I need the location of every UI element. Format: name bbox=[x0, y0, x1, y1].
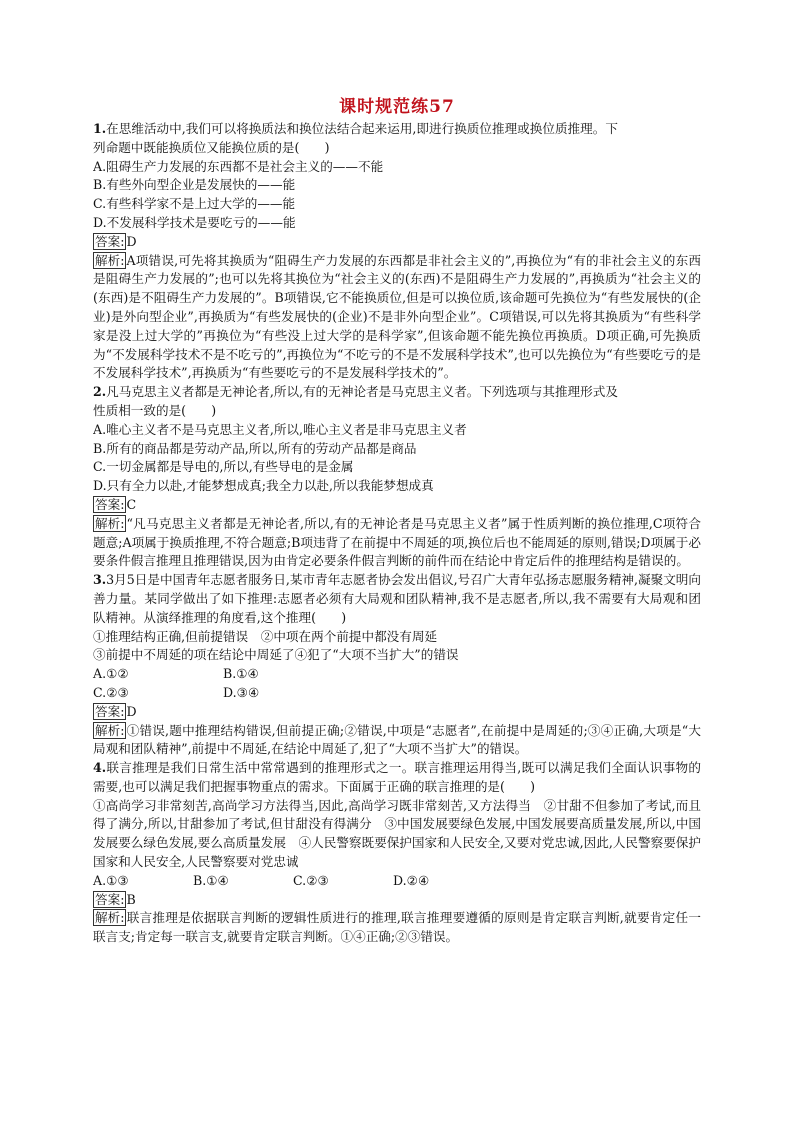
analysis-label: 解析: bbox=[95, 722, 125, 738]
question-stem: 3月5日是中国青年志愿者服务日,某市青年志愿者协会发出倡议,号召广大青年弘扬志愿服务精神,凝聚文明向善力量。某同学做出了如下推理:志愿者必须有大局观和团队精神,我不是志愿者,所以,我不需要有大局观和团队精神。从演绎推理的角度看,这个推理( ) bbox=[93, 572, 701, 625]
question-1 bbox=[93, 120, 701, 383]
option-d: D.只有全力以赴,才能梦想成真;我全力以赴,所以我能梦想成真 bbox=[93, 478, 434, 494]
answer-label: 答案: bbox=[95, 891, 125, 907]
option-b: B.①④ bbox=[223, 666, 259, 682]
question-number: 4. bbox=[93, 760, 107, 776]
question-number: 3. bbox=[93, 572, 107, 588]
statement-items: ①高尚学习非常刻苦,高尚学习方法得当,因此,高尚学习既非常刻苦,又方法得当 ②甘甜不但参加了考试,而且得了满分,所以,甘甜参加了考试,但甘甜没有得满分 ③中国发展要绿色发展,中国发展要高质量发展,所以,中国发展要么绿色发展,要么高质量发展 ④人民警察既要保护国家和人民安全,又要对党忠诚,因此,人民警察要保护国家和人民安全,人民警察要对党忠诚 bbox=[93, 797, 701, 870]
analysis-label: 解析: bbox=[95, 515, 125, 531]
option-d: D.不发展科学技术是要吃亏的——能 bbox=[93, 214, 296, 230]
answer-value: D bbox=[126, 703, 137, 719]
page-title: 课时规范练57 bbox=[339, 97, 455, 117]
analysis-label: 解析: bbox=[95, 252, 125, 268]
answer-value: C bbox=[126, 496, 137, 512]
option-d: D.③④ bbox=[223, 684, 260, 700]
question-stem: 凡马克思主义者都是无神论者,所以,有的无神论者是马克思主义者。下列选项与其推理形式及 bbox=[106, 384, 618, 400]
answer-label: 答案: bbox=[95, 233, 125, 249]
answer-value: D bbox=[126, 233, 137, 249]
analysis-text: ①错误,题中推理结构错误,但前提正确;②错误,中项是“志愿者”,在前提中是周延的;③④正确,大项是“大局观和团队精神”,前提中不周延,在结论中周延了,犯了“大项不当扩大”的错误。 bbox=[93, 722, 701, 757]
question-4 bbox=[93, 759, 701, 947]
option-b: B.所有的商品都是劳动产品,所以,所有的劳动产品都是商品 bbox=[93, 440, 417, 456]
statement-items: ①推理结构正确,但前提错误 ②中项在两个前提中都没有周延 bbox=[93, 628, 438, 644]
option-c: C.②③ bbox=[293, 872, 329, 888]
option-a: A.唯心主义者不是马克思主义者,所以,唯心主义者是非马克思主义者 bbox=[93, 421, 467, 437]
analysis-text: “凡马克思主义者都是无神论者,所以,有的无神论者是马克思主义者”属于性质判断的换位推理,C项符合题意;A项属于换质推理,不符合题意;B项违背了在前提中不周延的项,换位后也不能周延的原则,错误;D项属于必要条件假言推理且推理错误,因为由肯定必要条件假言判断的前件而在结论中肯定后件的推理结构是错误的。 bbox=[93, 515, 701, 569]
option-d: D.②④ bbox=[393, 872, 430, 888]
question-2 bbox=[93, 383, 701, 571]
answer-label: 答案: bbox=[95, 496, 125, 512]
option-a: A.①② bbox=[93, 666, 129, 682]
worksheet-page bbox=[93, 96, 701, 947]
analysis-text: 联言推理是依据联言判断的逻辑性质进行的推理,联言推理要遵循的原则是肯定联言判断,就要肯定任一联言支;肯定每一联言支,就要肯定联言判断。①④正确;②③错误。 bbox=[93, 910, 701, 945]
answer-value: B bbox=[126, 891, 136, 907]
option-a: A.阻碍生产力发展的东西都不是社会主义的——不能 bbox=[93, 158, 384, 174]
question-stem: 在思维活动中,我们可以将换质法和换位法结合起来运用,即进行换质位推理或换位质推理。下 bbox=[106, 121, 618, 136]
question-number: 2. bbox=[93, 384, 107, 400]
analysis-text: A项错误,可先将其换质为“阻碍生产力发展的东西都是非社会主义的”,再换位为“有的非社会主义的东西是阻碍生产力发展的”;也可以先将其换位为“社会主义的(东西)不是阻碍生产力发展的”,再换质为“社会主义的(东西)是不阻碍生产力发展的”。B项错误,它不能换质位,但是可以换位质,该命题可先换位为“有些发展快的(企业)是外向型企业”,再换质为“有些发展快的(企业)不是非外向型企业”。C项错误,可以先将其换质为“有些科学家是没上过大学的”再换位为“有些没上过大学的是科学家”,但该命题不能先换位再换质。D项正确,可先换质为“不发展科学技术不是不吃亏的”,再换位为“不吃亏的不是不发展科学技术”,也可以先换位为“有些要吃亏的是不发展科学技术”,再换质为“有些要吃亏的不是发展科学技术的”。 bbox=[93, 252, 701, 381]
option-b: B.①④ bbox=[193, 872, 229, 888]
option-a: A.①③ bbox=[93, 872, 129, 888]
question-stem: 列命题中既能换质位又能换位质的是( ) bbox=[93, 139, 330, 155]
answer-label: 答案: bbox=[95, 703, 125, 719]
question-number: 1. bbox=[93, 121, 107, 136]
question-stem: 性质相一致的是( ) bbox=[93, 402, 217, 418]
option-c: C.一切金属都是导电的,所以,有些导电的是金属 bbox=[93, 459, 354, 475]
analysis-label: 解析: bbox=[95, 910, 125, 926]
option-c: C.②③ bbox=[93, 684, 129, 700]
statement-items: ③前提中不周延的项在结论中周延了④犯了“大项不当扩大”的错误 bbox=[93, 647, 459, 663]
question-3 bbox=[93, 571, 701, 759]
option-c: C.有些科学家不是上过大学的——能 bbox=[93, 196, 296, 212]
option-b: B.有些外向型企业是发展快的——能 bbox=[93, 177, 296, 193]
question-stem: 联言推理是我们日常生活中常常遇到的推理形式之一。联言推理运用得当,既可以满足我们全面认识事物的需要,也可以满足我们把握事物重点的需求。下面属于正确的联言推理的是( ) bbox=[93, 760, 701, 794]
